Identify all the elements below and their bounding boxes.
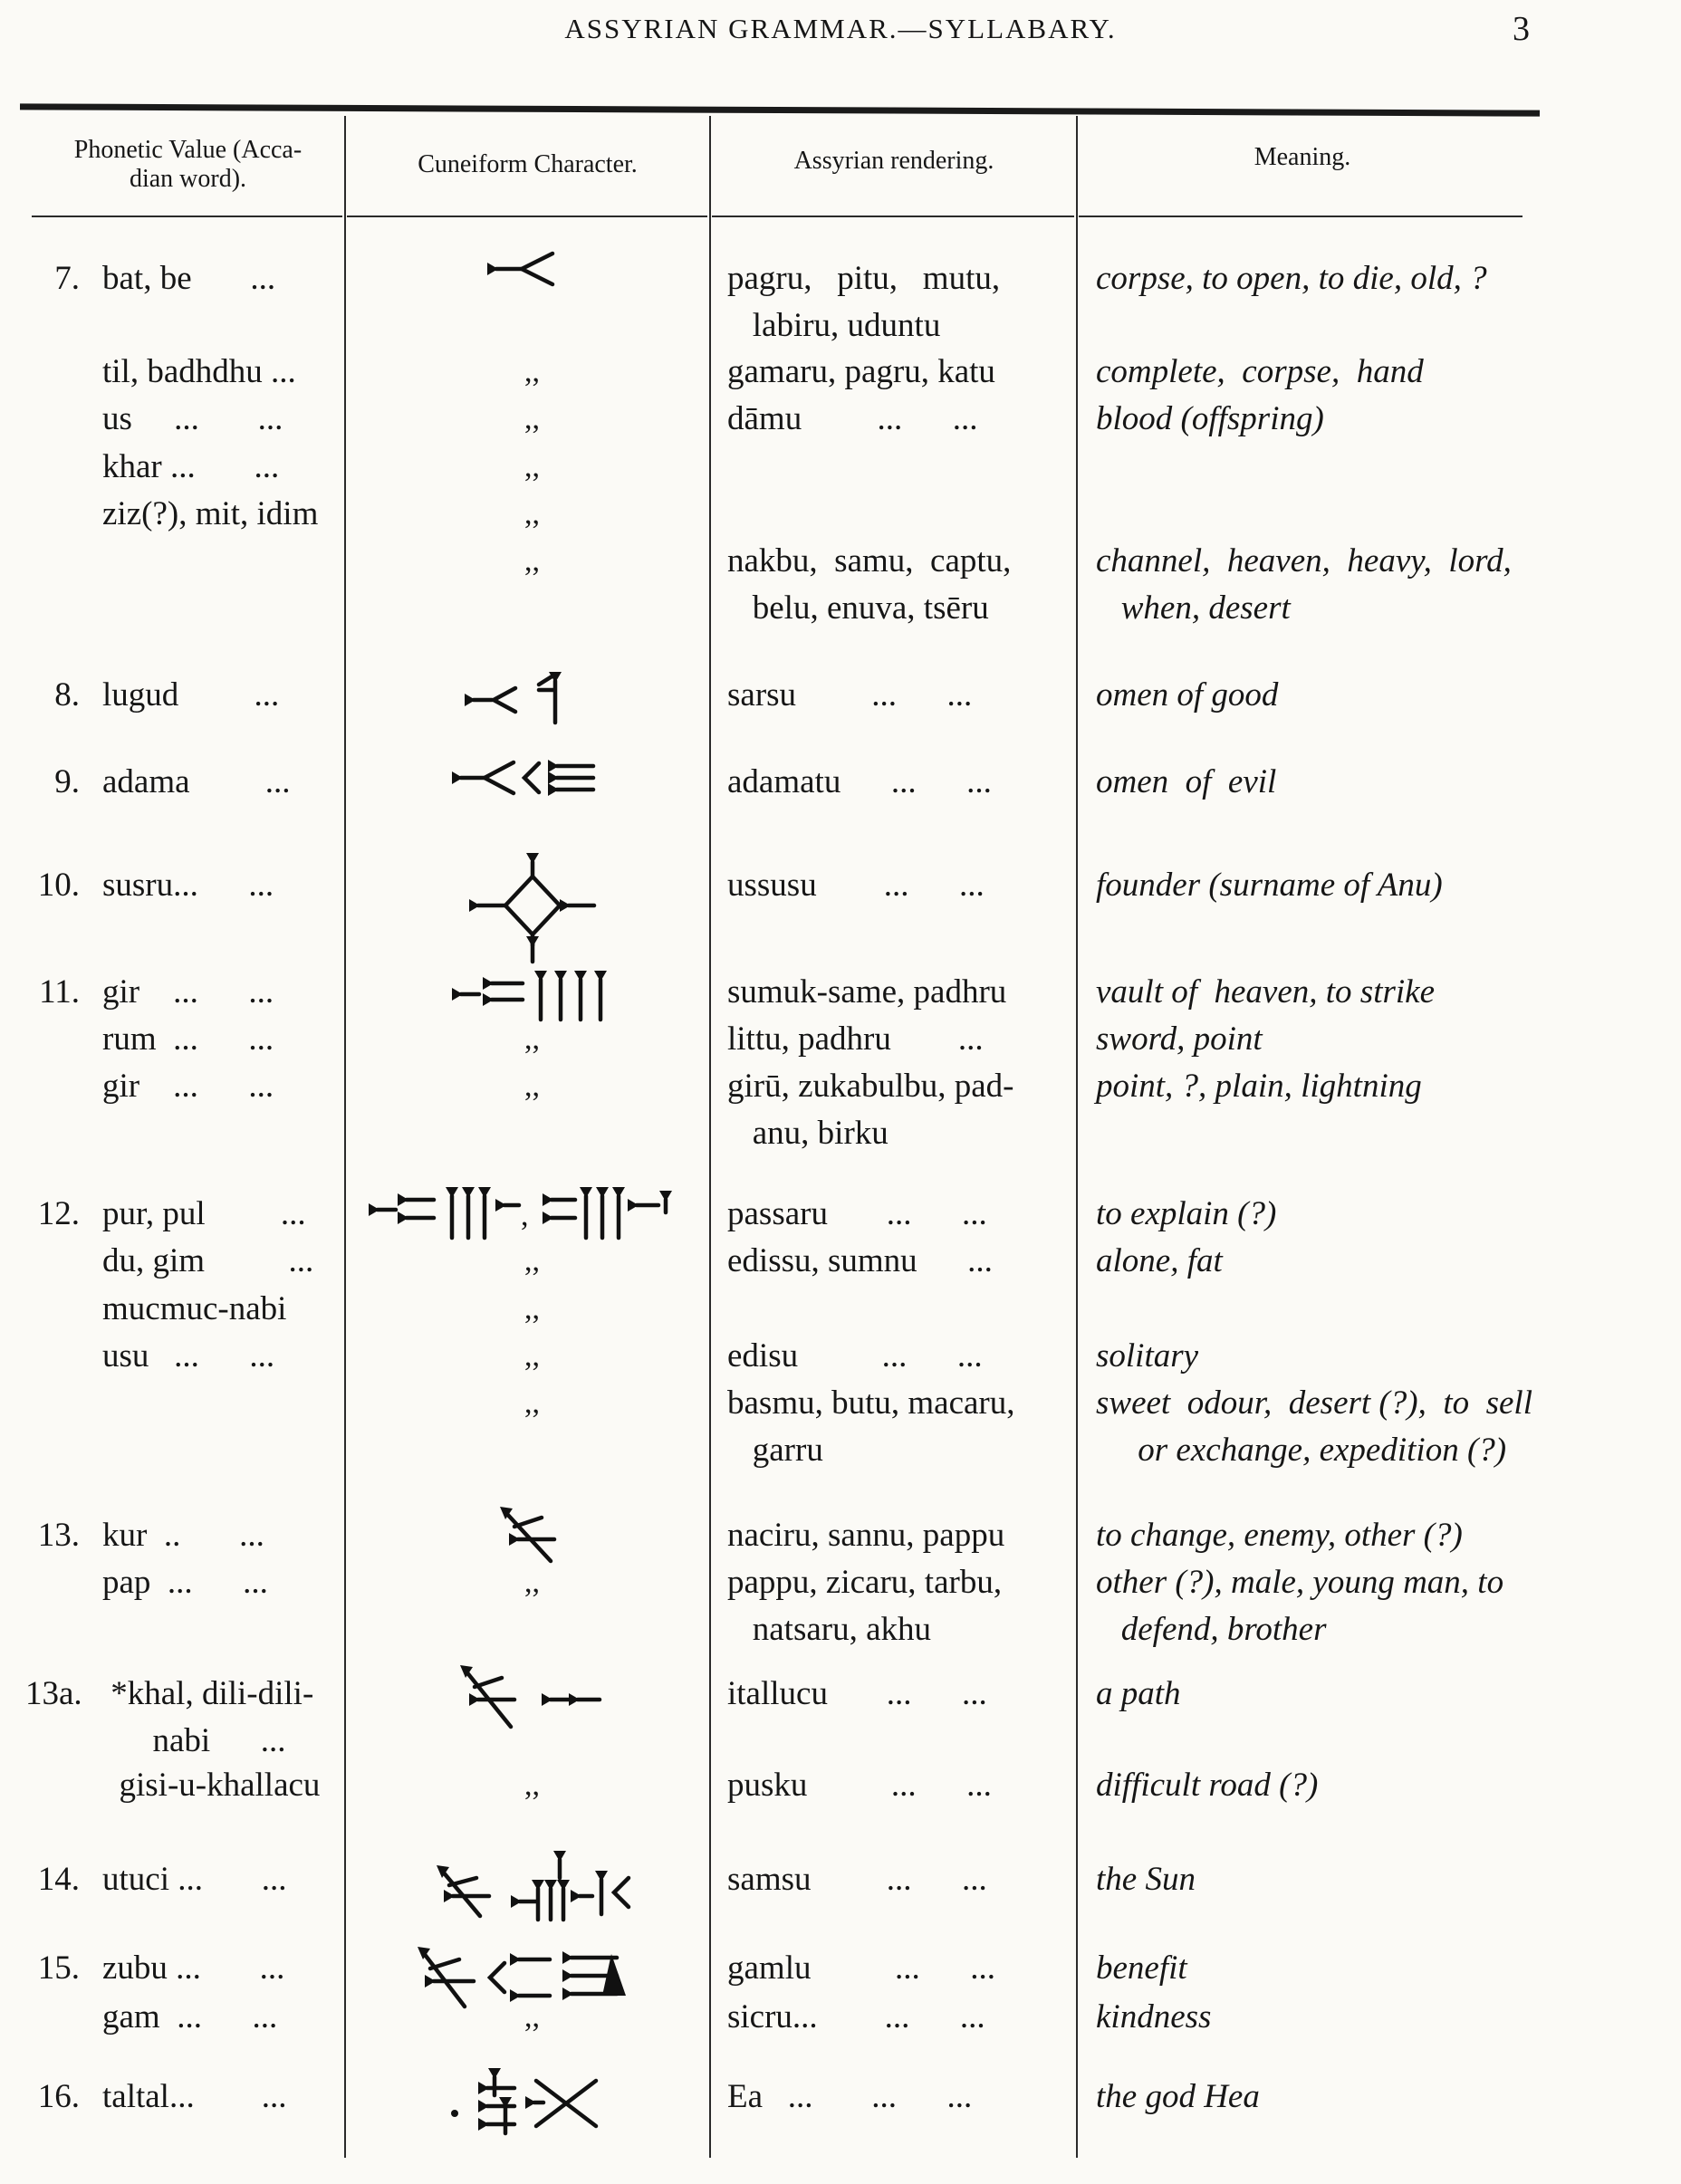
meaning: omen of good bbox=[1096, 676, 1279, 714]
ditto-mark: ,, bbox=[524, 402, 540, 436]
assyrian-rendering: nakbu, samu, captu, belu, enuva, tsēru bbox=[727, 542, 1012, 627]
entry-number: 7. bbox=[54, 260, 80, 297]
phonetic-value: kur .. ... bbox=[102, 1517, 264, 1554]
phonetic-value: gir ... ... bbox=[102, 973, 274, 1011]
assyrian-rendering: pagru, pitu, mutu, labiru, uduntu bbox=[727, 260, 1001, 344]
assyrian-rendering: passaru ... ... bbox=[727, 1195, 987, 1232]
meaning: sweet odour, desert (?), to sell or exchange, expedition (?) bbox=[1096, 1384, 1532, 1469]
header-underline-1 bbox=[32, 216, 342, 217]
cuneiform-sign-10-icon bbox=[358, 849, 706, 967]
phonetic-value: gir ... ... bbox=[102, 1068, 274, 1105]
assyrian-rendering: adamatu ... ... bbox=[727, 763, 992, 800]
header-underline-4 bbox=[1079, 216, 1523, 217]
assyrian-rendering: basmu, butu, macaru, garru bbox=[727, 1384, 1015, 1469]
column-header-phonetic: Phonetic Value (Acca- dian word). bbox=[73, 136, 303, 193]
cuneiform-sign-16-icon bbox=[358, 2061, 706, 2142]
cuneiform-sign-14-icon bbox=[358, 1844, 706, 1934]
phonetic-value: pap ... ... bbox=[102, 1564, 268, 1601]
meaning: corpse, to open, to die, old, ? bbox=[1096, 260, 1487, 297]
ditto-mark: ,, bbox=[524, 1386, 540, 1420]
meaning: solitary bbox=[1096, 1337, 1199, 1375]
phonetic-value: mucmuc-nabi bbox=[102, 1290, 287, 1327]
ditto-mark: ,, bbox=[524, 355, 540, 388]
meaning: point, ?, plain, lightning bbox=[1096, 1068, 1422, 1105]
phonetic-value: bat, be ... bbox=[102, 260, 276, 297]
phonetic-value: gam ... ... bbox=[102, 1998, 278, 2036]
cuneiform-sign-8-icon bbox=[358, 659, 706, 732]
meaning: to change, enemy, other (?) bbox=[1096, 1517, 1463, 1554]
phonetic-value: gisi-u-khallacu bbox=[102, 1767, 321, 1804]
column-header-assyrian: Assyrian rendering. bbox=[793, 147, 994, 175]
cuneiform-sign-12-icon bbox=[358, 1178, 706, 1241]
assyrian-rendering: gamaru, pagru, katu bbox=[727, 353, 995, 390]
assyrian-rendering: Ea ... ... ... bbox=[727, 2078, 973, 2115]
phonetic-value: zubu ... ... bbox=[102, 1949, 285, 1987]
meaning: founder (surname of Anu) bbox=[1096, 867, 1443, 904]
phonetic-value: ziz(?), mit, idim bbox=[102, 495, 319, 532]
svg-text:,: , bbox=[520, 1199, 528, 1232]
header-underline-3 bbox=[712, 216, 1074, 217]
meaning: other (?), male, young man, to defend, brother bbox=[1096, 1564, 1504, 1648]
phonetic-value: khar ... ... bbox=[102, 448, 280, 485]
ditto-mark: ,, bbox=[524, 1069, 540, 1103]
ditto-mark: ,, bbox=[524, 1566, 540, 1599]
ditto-mark: ,, bbox=[524, 2000, 540, 2034]
meaning: the Sun bbox=[1096, 1861, 1196, 1898]
meaning: benefit bbox=[1096, 1949, 1187, 1987]
ditto-mark: ,, bbox=[524, 450, 540, 484]
header-underline-2 bbox=[347, 216, 707, 217]
assyrian-rendering: pusku ... ... bbox=[727, 1767, 992, 1804]
column-header-cuneiform: Cuneiform Character. bbox=[418, 150, 638, 178]
column-rule-2 bbox=[709, 116, 711, 2158]
assyrian-rendering: ussusu ... ... bbox=[727, 867, 985, 904]
column-rule-1 bbox=[344, 116, 346, 2158]
assyrian-rendering: itallucu ... ... bbox=[727, 1675, 987, 1712]
phonetic-value: taltal... ... bbox=[102, 2078, 287, 2115]
ditto-mark: ,, bbox=[524, 1768, 540, 1802]
assyrian-rendering: sarsu ... ... bbox=[727, 676, 973, 714]
ditto-mark: ,, bbox=[524, 1292, 540, 1326]
assyrian-rendering: girū, zukabulbu, pad- anu, birku bbox=[727, 1068, 1014, 1152]
assyrian-rendering: sicru... ... ... bbox=[727, 1998, 985, 2036]
assyrian-rendering: edisu ... ... bbox=[727, 1337, 983, 1375]
running-head: ASSYRIAN GRAMMAR.—SYLLABARY. bbox=[564, 13, 1117, 44]
meaning: vault of heaven, to strike bbox=[1096, 973, 1436, 1011]
entry-number: 14. bbox=[37, 1861, 80, 1898]
cuneiform-sign-13a-icon bbox=[358, 1658, 706, 1739]
phonetic-value: adama ... bbox=[102, 763, 291, 800]
page-number: 3 bbox=[1513, 10, 1530, 48]
phonetic-value: pur, pul ... bbox=[102, 1195, 306, 1232]
entry-number: 13. bbox=[37, 1517, 80, 1554]
meaning: complete, corpse, hand bbox=[1096, 353, 1424, 390]
entry-number: 9. bbox=[54, 763, 80, 800]
phonetic-value: *khal, dili-dili- nabi ... bbox=[110, 1675, 314, 1759]
phonetic-value: susru... ... bbox=[102, 867, 274, 904]
meaning: channel, heaven, heavy, lord, when, desert bbox=[1096, 542, 1512, 627]
top-rule bbox=[20, 103, 1540, 116]
assyrian-rendering: pappu, zicaru, tarbu, natsaru, akhu bbox=[727, 1564, 1003, 1648]
meaning: difficult road (?) bbox=[1096, 1767, 1319, 1804]
ditto-mark: ,, bbox=[524, 1244, 540, 1278]
entry-number: 16. bbox=[37, 2078, 80, 2115]
ditto-mark: ,, bbox=[524, 497, 540, 531]
phonetic-value: usu ... ... bbox=[102, 1337, 275, 1375]
ditto-mark: ,, bbox=[524, 1022, 540, 1056]
entry-number: 13a. bbox=[25, 1675, 82, 1712]
ditto-mark: ,, bbox=[524, 544, 540, 578]
phonetic-value: us ... ... bbox=[102, 400, 283, 437]
meaning: omen of evil bbox=[1096, 763, 1277, 800]
phonetic-value: du, gim ... bbox=[102, 1242, 314, 1279]
ditto-mark: ,, bbox=[524, 1339, 540, 1373]
meaning: blood (offspring) bbox=[1096, 400, 1324, 437]
meaning: the god Hea bbox=[1096, 2078, 1260, 2115]
assyrian-rendering: dāmu ... ... bbox=[727, 400, 978, 437]
assyrian-rendering: sumuk-same, padhru bbox=[727, 973, 1007, 1011]
meaning: a path bbox=[1096, 1675, 1181, 1712]
cuneiform-sign-9-icon bbox=[358, 746, 706, 809]
entry-number: 11. bbox=[39, 973, 80, 1011]
assyrian-rendering: naciru, sannu, pappu bbox=[727, 1517, 1005, 1554]
entry-number: 15. bbox=[37, 1949, 80, 1987]
entry-number: 12. bbox=[37, 1195, 80, 1232]
meaning: kindness bbox=[1096, 1998, 1212, 2036]
cuneiform-sign-7-icon bbox=[358, 243, 706, 292]
assyrian-rendering: edissu, sumnu ... bbox=[727, 1242, 993, 1279]
column-rule-3 bbox=[1076, 116, 1078, 2158]
assyrian-rendering: samsu ... ... bbox=[727, 1861, 987, 1898]
meaning: alone, fat bbox=[1096, 1242, 1223, 1279]
assyrian-rendering: gamlu ... ... bbox=[727, 1949, 995, 1987]
entry-number: 10. bbox=[37, 867, 80, 904]
meaning: to explain (?) bbox=[1096, 1195, 1277, 1232]
assyrian-rendering: littu, padhru ... bbox=[727, 1020, 984, 1058]
entry-number: 8. bbox=[54, 676, 80, 714]
phonetic-value: lugud ... bbox=[102, 676, 280, 714]
meaning: sword, point bbox=[1096, 1020, 1263, 1058]
phonetic-value: til, badhdhu ... bbox=[102, 353, 296, 390]
phonetic-value: rum ... ... bbox=[102, 1020, 274, 1058]
phonetic-value: utuci ... ... bbox=[102, 1861, 287, 1898]
column-header-meaning: Meaning. bbox=[1254, 143, 1351, 171]
